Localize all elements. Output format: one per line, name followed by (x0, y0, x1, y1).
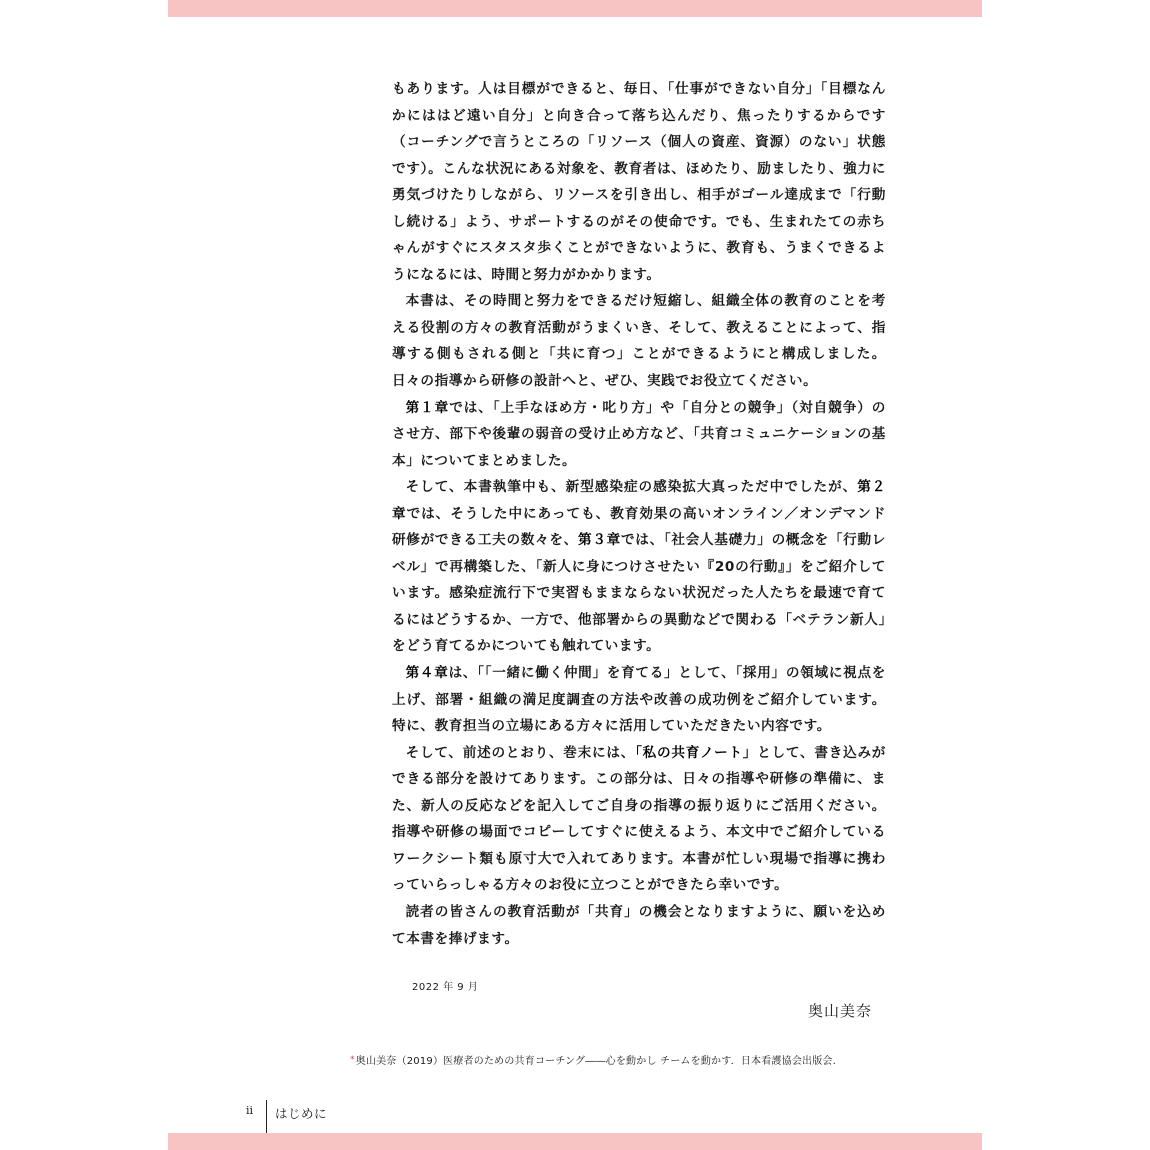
paragraph-text: は、「「一緒に働く仲間」を育てる」として、「採用」の領域に視点を上げ、部署・組織の満足度調査の方法や改善の成功例をご紹介しています。特に、教育担当の立場にある方々に活用していただきたい内容です。 (392, 665, 886, 735)
body-paragraph (392, 288, 886, 394)
body-paragraph (392, 395, 886, 475)
emphasis-text: 「私の共育ノート」 (635, 744, 758, 761)
date-line: 2022 年 9 月 (412, 982, 479, 993)
body-paragraph (392, 899, 886, 952)
body-paragraph (392, 474, 886, 660)
emphasis-text: 第１章 (405, 399, 450, 416)
emphasis-text: 第２章 (392, 479, 887, 522)
paragraph-text: もあります。人は目標ができると、毎日、「仕事ができない自分」「目標なんかにははど遠い自分」と向き合って落ち込んだり、焦ったりするからです（コーチングで言うところの「リソース（個人の資産、資源）のない」状態です）。こんな状況にある対象を、教育者は、ほめたり、励ましたり、強力に勇気づけたりしながら、リソースを引き出し、相手がゴール達成まで「行動し続ける」よう、サポートするのがその使命です。でも、生まれたての赤ちゃんがすぐにスタスタ歩くことができないように、教育も、うまくできるようになるには、時間と努力がかかります。 (392, 81, 886, 283)
emphasis-text: 第３章 (578, 532, 621, 549)
bottom-color-band (168, 1133, 982, 1150)
paragraph-text: そして、本書執筆中も、新型感染症の感染拡大真っただ中でしたが、 (405, 479, 858, 496)
paragraph-text: では、「社会人基礎力」の概念を「行動レベル」で再構築した、「新人に身につけさせたい『20の行動』」をご紹介しています。感染症流行下で実習もままならない状況だった人たちを最速で育てるにはどうするか、一方で、他部署からの異動などで関わる「ベテラン新人」をどう育てるかについても触れています。 (392, 532, 886, 655)
paragraph-text: 読者の皆さんの教育活動が「共育」の機会となりますように、願いを込めて本書を捧げます。 (392, 903, 886, 947)
body-paragraph (392, 660, 886, 740)
footnote-text: 奥山美奈（2019）医療者のための共育コーチング――心を動かし チームを動かす．日本看護協会出版会. (355, 1056, 837, 1067)
author-name: 奥山美奈 (807, 1002, 872, 1020)
emphasis-text: 第４章 (405, 665, 449, 682)
page-number: ii (246, 1104, 254, 1117)
running-title: はじめに (275, 1106, 328, 1121)
paragraph-text: 本書は、その時間と努力をできるだけ短縮し、組織全体の教育のことを考える役割の方々の教育活動がうまくいき、そして、教えることによって、指導する側もされる側と「共に育つ」ことができるようにと構成しました。日々の指導から研修の設計へと、ぜひ、実践でお役立てください。 (392, 293, 886, 390)
paragraph-text: そして、前述のとおり、巻末には、 (405, 744, 636, 761)
body-text (392, 76, 886, 952)
footnote (350, 1052, 890, 1067)
paragraph-text: では、そうした中にあっても、教育効果の高いオンライン／オンデマンド研修ができる工夫の数々を、 (392, 505, 886, 549)
paragraph-text: として、書き込みができる部分を設けてあります。この部分は、日々の指導や研修の準備に、また、新人の反応などを記入してご自身の指導の振り返りにご活用ください。指導や研修の場面でコピーしてすぐに使えるよう、本文中でご紹介しているワークシート類も原寸大で入れてあります。本書が忙しい現場で指導に携わっていらっしゃる方々のお役に立つことができたら幸いです。 (392, 744, 887, 894)
top-color-band (168, 0, 982, 17)
body-paragraph (392, 740, 886, 899)
paragraph-text: では、「上手なほめ方・叱り方」や「自分との競争」（対自競争）のさせ方、部下や後輩の弱音の受け止め方など、「共育コミュニケーションの基本」についてまとめました。 (392, 399, 886, 469)
footnote-mark: * (350, 1055, 355, 1065)
body-paragraph (392, 76, 886, 288)
